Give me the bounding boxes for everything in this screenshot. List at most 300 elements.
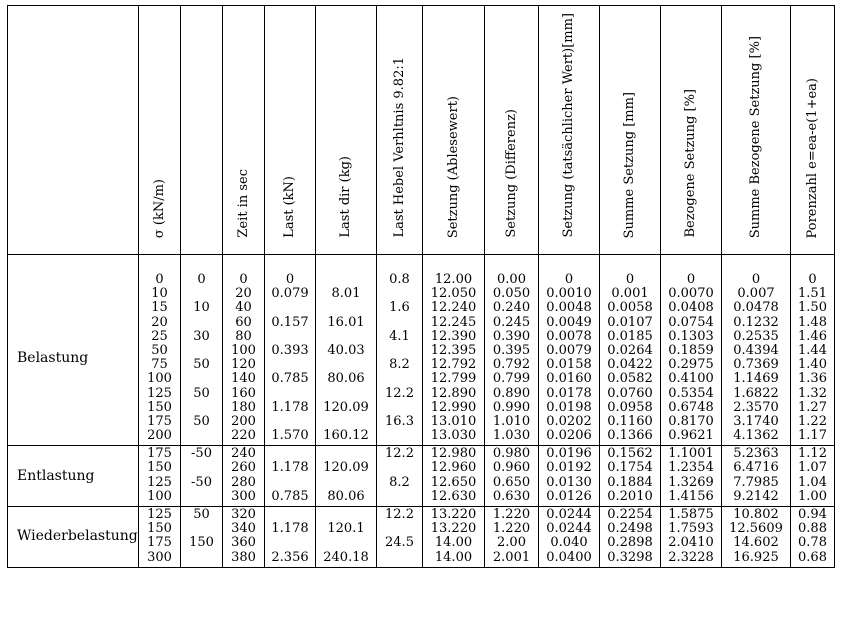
table-cell: 0.0048	[546, 301, 592, 316]
table-cell: 0	[285, 273, 295, 287]
table-cell: 0.0206	[546, 429, 592, 444]
col-void-ratio	[791, 446, 835, 507]
table-cell: 0.390	[492, 329, 531, 344]
col-settlement-sum	[600, 507, 661, 568]
col-sigma	[139, 507, 181, 568]
table-cell: 125	[147, 508, 172, 522]
table-cell: 200	[231, 414, 256, 429]
table-cell: 0	[751, 273, 761, 287]
table-cell: 1.220	[492, 522, 531, 537]
table-cell: 12.395	[430, 343, 477, 358]
table-cell: 0.0244	[546, 522, 592, 537]
table-cell: 12.990	[430, 400, 477, 415]
table-cell: 40.03	[327, 343, 365, 358]
table-cell: 0.0408	[668, 301, 714, 316]
table-cell: 0.245	[492, 315, 531, 330]
table-cell: 100	[147, 489, 172, 504]
table-cell: 12.00	[434, 273, 473, 287]
header-settlement-actual-label: Setzung (tatsächlicher Wert)[mm]	[561, 13, 576, 238]
table-cell: 3.1740	[733, 414, 779, 429]
table-cell: 300	[147, 550, 172, 565]
header-settlement-difference	[485, 6, 539, 255]
table-cell: 12.980	[430, 447, 477, 462]
table-cell	[265, 330, 315, 344]
table-cell: 0.960	[492, 461, 531, 476]
table-cell: 1.5875	[668, 508, 714, 522]
header-load-direct-kg-label: Last dir (kg)	[338, 156, 353, 238]
table-cell: 60	[235, 315, 252, 330]
table-cell: 0.0478	[733, 301, 779, 316]
table-cell: 0.0760	[607, 386, 653, 401]
table-cell: 14.00	[434, 550, 473, 565]
table-cell: 0.2535	[733, 329, 779, 344]
table-cell: 8.01	[331, 287, 361, 302]
section-row-belastung	[8, 255, 835, 446]
table-cell: 0.88	[798, 522, 827, 537]
table-cell: 16.01	[327, 315, 365, 330]
table-cell: 120.09	[323, 400, 369, 415]
table-cell: 160	[231, 386, 256, 401]
col-relative-settlement-sum	[722, 255, 791, 446]
table-cell: 0.1859	[668, 343, 714, 358]
table-cell	[377, 344, 422, 358]
table-cell: 0.630	[492, 489, 531, 504]
table-cell: 0.3298	[607, 550, 653, 565]
table-body	[8, 255, 835, 568]
table-cell: 1.36	[798, 372, 827, 387]
table-cell: 12.5609	[729, 522, 783, 537]
table-cell: 20	[235, 287, 252, 302]
table-cell: 1.2354	[668, 461, 714, 476]
table-cell	[181, 522, 222, 536]
table-cell	[377, 372, 422, 386]
table-cell: 2.3570	[733, 400, 779, 415]
table-cell: 175	[147, 414, 172, 429]
col-void-ratio	[791, 255, 835, 446]
table-cell: 180	[231, 400, 256, 415]
table-cell: 0.0422	[607, 358, 653, 373]
table-cell: 10	[151, 287, 168, 302]
table-cell: 0.0078	[546, 329, 592, 344]
header-row	[8, 6, 835, 255]
table-cell: 9.2142	[733, 489, 779, 504]
col-relative-settlement	[661, 446, 722, 507]
table-cell: 0.1562	[607, 447, 653, 462]
col-sigma	[139, 446, 181, 507]
table-cell: 2.001	[492, 550, 531, 565]
col-void-ratio	[791, 507, 835, 568]
col-settlement-sum	[600, 446, 661, 507]
table-cell: 125	[147, 386, 172, 401]
header-settlement-sum-label: Summe Setzung [mm]	[622, 91, 637, 238]
table-cell	[265, 358, 315, 372]
table-cell: 100	[231, 343, 256, 358]
table-cell: 50	[151, 343, 168, 358]
section-row-wiederbelastung	[8, 507, 835, 568]
header-time-sec-label: Zeit in sec	[235, 169, 251, 238]
table-cell: 0.0185	[607, 329, 653, 344]
table-cell: 13.220	[430, 508, 477, 522]
table-cell: 340	[231, 522, 256, 537]
table-cell: 0.68	[798, 550, 827, 565]
table-cell: 0.9621	[668, 429, 714, 444]
table-cell: 0.0130	[546, 475, 592, 490]
table-cell: 0.2498	[607, 522, 653, 537]
table-cell	[377, 490, 422, 504]
table-cell: 260	[231, 461, 256, 476]
table-cell: -50	[191, 475, 212, 490]
table-cell: 150	[147, 522, 172, 537]
table-cell	[377, 522, 422, 536]
table-cell: 120.1	[327, 522, 365, 537]
table-cell: 24.5	[385, 536, 414, 551]
table-cell	[181, 461, 222, 475]
table-cell: 120	[231, 358, 256, 373]
header-load-kn-label: Last (kN)	[282, 176, 297, 238]
table-cell: 80.06	[327, 489, 365, 504]
table-cell	[181, 344, 222, 358]
table-cell: 150	[147, 461, 172, 476]
table-cell: 6.4716	[733, 461, 779, 476]
table-cell: 12.799	[430, 372, 477, 387]
table-cell: 12.2	[385, 447, 414, 462]
table-cell	[316, 330, 376, 344]
table-cell: 1.32	[798, 386, 827, 401]
table-cell: 0.240	[492, 301, 531, 316]
table-cell: 1.51	[798, 287, 827, 302]
table-cell: 0.785	[271, 489, 309, 504]
table-cell: 1.7593	[668, 522, 714, 537]
table-cell: 0.8	[389, 273, 410, 287]
table-cell	[377, 316, 422, 330]
table-cell: 0.990	[492, 400, 531, 415]
table-cell: 0.1160	[607, 414, 653, 429]
table-cell	[265, 447, 315, 461]
table-cell: 12.245	[430, 315, 477, 330]
header-settlement-reading-label: Setzung (Ablesewert)	[445, 95, 461, 238]
table-cell	[265, 536, 315, 550]
oedometer-results-table	[7, 5, 835, 568]
table-cell	[377, 551, 422, 565]
table-cell: 0.0160	[546, 372, 592, 387]
table-cell: 1.22	[798, 414, 827, 429]
table-cell: 0.1884	[607, 475, 653, 490]
table-cell: 50	[193, 508, 210, 522]
table-cell: 1.178	[271, 400, 309, 415]
header-settlement-actual	[539, 6, 600, 255]
table-cell: 0.0958	[607, 400, 653, 415]
table-cell: 320	[231, 508, 256, 522]
section-row-entlastung	[8, 446, 835, 507]
table-cell	[377, 287, 422, 301]
table-cell: 360	[231, 536, 256, 551]
table-cell: 0.0058	[607, 301, 653, 316]
table-cell: 8.2	[389, 358, 410, 373]
col-load-direct-kg	[316, 507, 377, 568]
table-cell: 13.220	[430, 522, 477, 537]
header-sigma-label: σ (kN/m)	[151, 178, 167, 238]
col-load-kn	[265, 446, 316, 507]
table-cell: 50	[193, 386, 210, 401]
table-cell: 12.2	[385, 508, 414, 522]
table-cell: 0.0178	[546, 386, 592, 401]
table-cell: 0.007	[737, 287, 775, 302]
table-cell: 0.040	[550, 536, 588, 551]
table-cell: 12.050	[430, 287, 477, 302]
table-cell: 1.178	[271, 461, 309, 476]
table-cell	[316, 387, 376, 401]
table-cell: 1.1469	[733, 372, 779, 387]
table-cell	[181, 372, 222, 386]
table-cell	[377, 401, 422, 415]
table-cell: 14.00	[434, 536, 473, 551]
table-cell: 12.960	[430, 461, 477, 476]
col-time-sec	[223, 446, 265, 507]
col-delta-sigma	[181, 446, 223, 507]
table-cell	[265, 301, 315, 315]
table-cell: 0.94	[798, 508, 827, 522]
table-cell: 20	[151, 315, 168, 330]
table-cell: 0.4394	[733, 343, 779, 358]
table-cell: 120.09	[323, 461, 369, 476]
table-cell: 1.4156	[668, 489, 714, 504]
table-cell: 40	[235, 301, 252, 316]
table-cell: 0.1232	[733, 315, 779, 330]
header-sigma	[139, 6, 181, 255]
table-cell: 200	[147, 429, 172, 444]
table-cell: 160.12	[323, 429, 369, 444]
table-cell: 1.48	[798, 315, 827, 330]
table-cell: 0.0158	[546, 358, 592, 373]
table-cell: 0	[564, 273, 574, 287]
table-cell: 10.802	[733, 508, 779, 522]
table-cell: 0	[686, 273, 696, 287]
table-cell: 0.001	[611, 287, 649, 302]
section-label: Entlastung	[8, 446, 139, 507]
table-cell: 0.0070	[668, 287, 714, 302]
table-cell: 0.1366	[607, 429, 653, 444]
table-cell: 0.890	[492, 386, 531, 401]
table-cell: 4.1362	[733, 429, 779, 444]
col-settlement-difference	[485, 507, 539, 568]
table-cell: 7.7985	[733, 475, 779, 490]
table-cell: 0.5354	[668, 386, 714, 401]
table-cell: 150	[147, 400, 172, 415]
table-cell: 2.3228	[668, 550, 714, 565]
header-lever-load-label: Last Hebel Verhltnis 9.82:1	[391, 57, 407, 238]
table-cell: 12.630	[430, 489, 477, 504]
table-cell: 4.1	[389, 329, 410, 344]
col-settlement-actual	[539, 507, 600, 568]
table-cell: 0.0582	[607, 372, 653, 387]
table-cell: 1.1001	[668, 447, 714, 462]
table-cell: 1.00	[798, 489, 827, 504]
header-time-sec	[223, 6, 265, 255]
header-void-ratio-label: Porenzahl e=ea-e(1+ea)	[804, 77, 820, 238]
col-settlement-difference	[485, 446, 539, 507]
table-cell: 2.00	[497, 536, 526, 551]
table-cell	[181, 490, 222, 504]
table-cell: 1.46	[798, 329, 827, 344]
table-cell	[265, 415, 315, 429]
header-lever-load	[377, 6, 423, 255]
table-cell: 150	[189, 536, 214, 551]
table-cell: 12.650	[430, 475, 477, 490]
table-cell: 0.650	[492, 475, 531, 490]
table-cell: 240.18	[323, 550, 369, 565]
table-cell: 0.0196	[546, 447, 592, 462]
table-cell: 1.220	[492, 508, 531, 522]
table-cell: 1.178	[271, 522, 309, 537]
col-settlement-reading	[423, 446, 485, 507]
table-cell	[316, 273, 376, 287]
header-settlement-reading	[423, 6, 485, 255]
table-cell	[316, 508, 376, 522]
table-cell: 0	[625, 273, 635, 287]
col-lever-load	[377, 255, 423, 446]
col-delta-sigma	[181, 255, 223, 446]
col-settlement-difference	[485, 255, 539, 446]
table-cell: 12.390	[430, 329, 477, 344]
col-sigma	[139, 255, 181, 446]
table-cell: 0.7369	[733, 358, 779, 373]
table-cell	[316, 536, 376, 550]
table-cell: 1.3269	[668, 475, 714, 490]
table-cell: -50	[191, 447, 212, 462]
table-cell: 0.0754	[668, 315, 714, 330]
col-settlement-sum	[600, 255, 661, 446]
table-cell: 1.17	[798, 429, 827, 444]
table-cell: 13.010	[430, 414, 477, 429]
table-cell: 0.78	[798, 536, 827, 551]
header-relative-settlement-sum-label: Summe Bezogene Setzung [%]	[748, 35, 763, 238]
table-cell: 1.6	[389, 301, 410, 316]
header-settlement-difference-label: Setzung (Differenz)	[503, 109, 519, 238]
table-cell: 140	[231, 372, 256, 387]
table-cell: 16.3	[385, 414, 414, 429]
table-cell: 100	[147, 372, 172, 387]
table-cell: 0.2975	[668, 358, 714, 373]
table-cell: 0.980	[492, 447, 531, 462]
table-cell: 0	[808, 273, 817, 287]
header-load-direct-kg	[316, 6, 377, 255]
col-relative-settlement	[661, 507, 722, 568]
table-cell: 0.792	[492, 358, 531, 373]
table-cell	[377, 461, 422, 475]
header-relative-settlement	[661, 6, 722, 255]
table-cell: 5.2363	[733, 447, 779, 462]
section-label: Belastung	[8, 255, 139, 446]
col-relative-settlement-sum	[722, 507, 791, 568]
table-cell: 0.0126	[546, 489, 592, 504]
col-relative-settlement-sum	[722, 446, 791, 507]
table-cell: 1.570	[271, 429, 309, 444]
table-cell: 175	[147, 536, 172, 551]
table-cell	[181, 429, 222, 443]
table-cell: 2.0410	[668, 536, 714, 551]
table-cell	[316, 301, 376, 315]
table-cell: 0.079	[271, 287, 309, 302]
table-cell: 1.030	[492, 429, 531, 444]
table-cell: 1.07	[798, 461, 827, 476]
col-load-kn	[265, 507, 316, 568]
col-settlement-reading	[423, 507, 485, 568]
table-cell: 1.12	[798, 447, 827, 462]
table-cell: 0.799	[492, 372, 531, 387]
table-cell: 300	[231, 489, 256, 504]
table-cell: 0.0202	[546, 414, 592, 429]
table-cell	[316, 358, 376, 372]
table-cell: 80	[235, 329, 252, 344]
col-time-sec	[223, 255, 265, 446]
table-cell: 0.4100	[668, 372, 714, 387]
table-cell: 14.602	[733, 536, 779, 551]
table-cell: 0.395	[492, 343, 531, 358]
table-cell: 0.8170	[668, 414, 714, 429]
table-cell	[377, 429, 422, 443]
table-cell: 12.240	[430, 301, 477, 316]
table-cell: 30	[193, 329, 210, 344]
table-cell: 25	[151, 329, 168, 344]
table-cell	[181, 287, 222, 301]
table-cell: 175	[147, 447, 172, 462]
header-void-ratio	[791, 6, 835, 255]
table-cell: 0.2010	[607, 489, 653, 504]
table-cell	[181, 551, 222, 565]
table-cell: 50	[193, 358, 210, 373]
col-lever-load	[377, 507, 423, 568]
table-cell	[181, 401, 222, 415]
table-cell: 50	[193, 414, 210, 429]
col-load-direct-kg	[316, 255, 377, 446]
col-lever-load	[377, 446, 423, 507]
col-settlement-reading	[423, 255, 485, 446]
section-label: Wiederbelastung	[8, 507, 139, 568]
table-cell: 0	[239, 273, 248, 287]
col-delta-sigma	[181, 507, 223, 568]
table-cell: 80.06	[327, 372, 365, 387]
table-cell: 16.925	[733, 550, 779, 565]
table-cell: 1.04	[798, 475, 827, 490]
table-cell: 0.785	[271, 372, 309, 387]
table-cell: 0.0244	[546, 508, 592, 522]
table-cell: 2.356	[271, 550, 309, 565]
table-cell: 0.050	[492, 287, 531, 302]
col-load-kn	[265, 255, 316, 446]
header-delta-sigma	[181, 6, 223, 255]
col-settlement-actual	[539, 446, 600, 507]
table-cell: 0	[155, 273, 164, 287]
table-cell: 0.393	[271, 343, 309, 358]
table-cell: 0.6748	[668, 400, 714, 415]
header-settlement-sum	[600, 6, 661, 255]
table-cell: 0.0010	[546, 287, 592, 302]
table-cell: 0.0198	[546, 400, 592, 415]
table-cell: 0.0049	[546, 315, 592, 330]
table-cell: 1.50	[798, 301, 827, 316]
table-cell: 15	[151, 301, 168, 316]
table-cell: 1.44	[798, 343, 827, 358]
table-cell	[316, 415, 376, 429]
table-cell: 0	[197, 273, 206, 287]
table-cell: 0.1303	[668, 329, 714, 344]
table-cell: 220	[231, 429, 256, 444]
col-time-sec	[223, 507, 265, 568]
table-cell: 10	[193, 301, 210, 316]
header-group-label	[8, 6, 139, 255]
table-cell: 0.0079	[546, 343, 592, 358]
table-cell: 1.40	[798, 358, 827, 373]
